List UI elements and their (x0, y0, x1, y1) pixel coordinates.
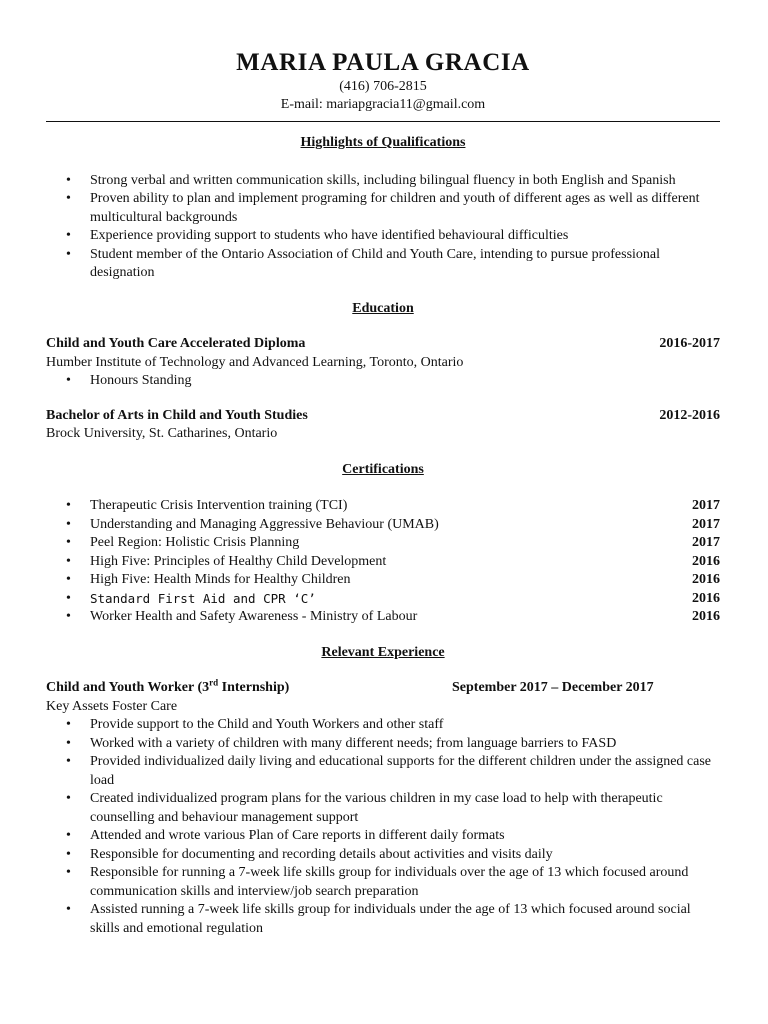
bullet-icon: • (66, 735, 71, 751)
bullet-icon: • (66, 902, 71, 917)
list-item: • Created individualized program plans for the various children in my case load to help with therapeutic counselling and behaviour management support (66, 791, 663, 825)
bullet-icon: • (66, 246, 71, 262)
list-item: • Experience providing support to students who have identified behavioural difficulties (46, 227, 720, 246)
certification-item: • Understanding and Managing Aggressive Behaviour (UMAB) 2017 (46, 516, 720, 535)
education-entry-diploma (46, 335, 720, 354)
certification-item: • Worker Health and Safety Awareness - Ministry of Labour 2016 (46, 608, 720, 627)
qualifications-list (46, 172, 720, 283)
certification-item: • Therapeutic Crisis Intervention training (TCI) 2017 (46, 497, 720, 516)
list-item: • Provide support to the Child and Youth Workers and other staff (46, 716, 720, 735)
bullet-icon: • (66, 590, 71, 606)
bullet-icon: • (66, 846, 71, 862)
certifications-list (46, 497, 720, 627)
certification-item: • Peel Region: Holistic Crisis Planning 2017 (46, 534, 720, 553)
section-title-experience: Relevant Experience (321, 644, 445, 660)
education-entry-bachelor (46, 407, 720, 426)
bullet-icon: • (66, 828, 71, 843)
phone-number: (416) 706-2815 (339, 79, 427, 94)
list-item: • Proven ability to plan and implement programing for children and youth of different ages as well as different multicultural backgrounds (66, 191, 700, 225)
section-title-certifications: Certifications (342, 461, 424, 477)
list-item: • Provided individualized daily living and educational supports for the different children under the assigned case load (66, 754, 712, 788)
degree-years: 2012-2016 (659, 407, 720, 423)
section-title-qualifications: Highlights of Qualifications (300, 135, 466, 150)
education-notes (46, 372, 720, 391)
bullet-icon: • (66, 717, 71, 732)
list-item: • Honours Standing (46, 372, 720, 391)
bullet-icon: • (66, 191, 71, 206)
school-name: Brock University, St. Catharines, Ontario (46, 426, 278, 441)
bullet-icon: • (66, 373, 71, 388)
list-item: • Attended and wrote various Plan of Care reports in different daily formats (46, 827, 720, 846)
bullet-icon: • (66, 553, 71, 569)
list-item: • Strong verbal and written communication skills, including bilingual fluency in both English and Spanish (46, 172, 720, 191)
bullet-icon: • (66, 609, 71, 624)
school-name: Humber Institute of Technology and Advanced Learning, Toronto, Ontario (46, 354, 464, 370)
certification-item: • Standard First Aid and CPR ‘C’ 2016 (46, 590, 720, 609)
job-dates: September 2017 – December 2017 (452, 680, 654, 695)
job-duties-list (46, 716, 720, 938)
bullet-icon: • (66, 228, 71, 243)
bullet-icon: • (66, 498, 71, 513)
bullet-icon: • (66, 791, 71, 806)
list-item: • Worked with a variety of children with many different needs; from language barriers to FASD (46, 735, 720, 754)
bullet-icon: • (66, 754, 71, 769)
degree-title: Child and Youth Care Accelerated Diploma (46, 336, 306, 351)
job-header (46, 679, 720, 698)
bullet-icon: • (66, 535, 71, 550)
bullet-icon: • (66, 572, 71, 587)
bullet-icon: • (66, 516, 71, 532)
degree-title: Bachelor of Arts in Child and Youth Studies (46, 407, 308, 423)
list-item: • Responsible for documenting and recording details about activities and visits daily (46, 846, 720, 865)
certification-item: • High Five: Principles of Healthy Child Development 2016 (46, 553, 720, 572)
candidate-name: MARIA PAULA GRACIA (236, 49, 530, 76)
list-item: • Responsible for running a 7-week life skills group for individuals over the age of 13 which focused around communication skills and interview/job search preparation (66, 865, 689, 899)
section-title-education: Education (352, 300, 414, 316)
bullet-icon: • (66, 172, 71, 188)
certification-item: • High Five: Health Minds for Healthy Children 2016 (46, 571, 720, 590)
degree-years: 2016-2017 (659, 336, 720, 351)
employer-name: Key Assets Foster Care (46, 698, 178, 714)
list-item: • Assisted running a 7-week life skills group for individuals under the age of 13 which focused around social skills and emotional regulation (66, 902, 691, 936)
bullet-icon: • (66, 865, 71, 880)
email-address: E-mail: mariapgracia11@gmail.com (280, 97, 486, 112)
job-title: Child and Youth Worker (3rd Internship) (46, 677, 290, 695)
list-item: • Student member of the Ontario Association of Child and Youth Care, intending to pursue professional designation (66, 246, 661, 280)
resume-page (46, 48, 720, 938)
